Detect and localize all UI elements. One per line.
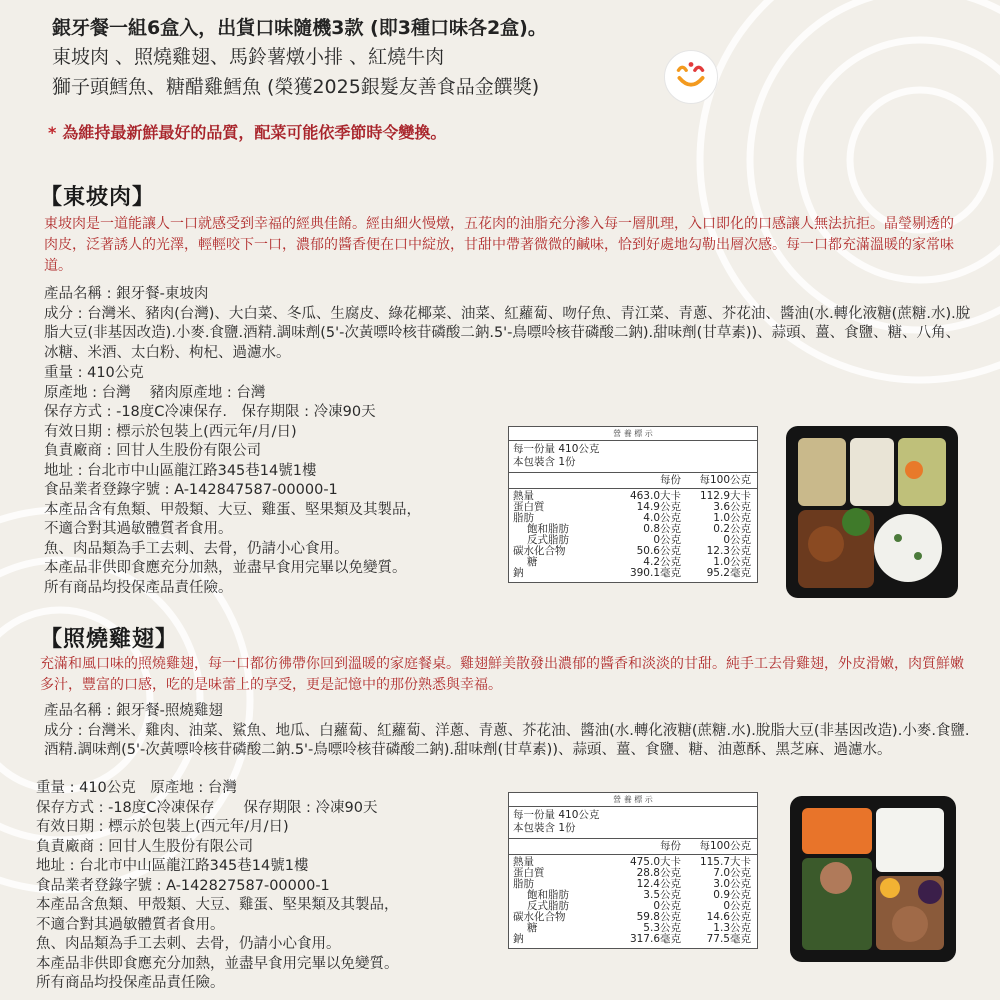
intro-block <box>52 14 692 102</box>
nutrient-per-serving: 475.0大卡 <box>629 856 681 868</box>
info-line: 食品業者登錄字號 : A-142847587-00000-1 <box>44 482 338 498</box>
info-line: 地址 : 台北市中山區龍江路345巷14號1樓 <box>44 462 317 479</box>
product-info-dongpo <box>44 285 974 363</box>
col-per-100g: 每100公克 <box>699 840 751 852</box>
nutrient-per-serving: 0公克 <box>653 900 681 912</box>
info-line: 產品名稱 : 銀牙餐-照燒雞翅 <box>44 703 223 719</box>
nutrient-name: 碳水化合物 <box>513 911 566 923</box>
notice-asterisk: * <box>48 123 57 142</box>
intro-flavors-line: 東坡肉 、照燒雞翅、馬鈴薯燉小排 、紅燒牛肉 <box>52 46 445 68</box>
nutrition-servings: 本包裝含 1份 <box>509 821 757 839</box>
info-line: 產品名稱 : 銀牙餐-東坡肉 <box>44 286 209 302</box>
smiley-logo-icon <box>664 50 718 104</box>
bento-photo-dongpo <box>786 426 958 598</box>
nutrient-per-100g: 1.3公克 <box>713 922 751 934</box>
nutrient-per-100g: 3.0公克 <box>713 878 751 890</box>
nutrient-per-100g: 1.0公克 <box>713 556 751 568</box>
col-per-serving: 每份 <box>660 474 681 486</box>
info-line: 本產品非供即食應充分加熱，並盡早食用完畢以免變質。 <box>44 560 407 576</box>
nutrient-per-serving: 4.2公克 <box>643 556 681 568</box>
nutrition-serving: 每一份量 410公克 <box>513 809 600 821</box>
nutrition-table-dongpo <box>508 426 758 583</box>
nutrient-per-100g: 115.7大卡 <box>699 856 751 868</box>
nutrient-per-serving: 50.6公克 <box>636 545 681 557</box>
info-line: 有效日期 : 標示於包裝上(西元年/月/日) <box>44 423 297 440</box>
info-line: 魚、肉品類為手工去刺、去骨，仍請小心食用。 <box>36 936 341 952</box>
nutrient-name: 反式脂肪 <box>527 534 569 546</box>
info-line: 本產品含有魚類、甲殼類、大豆、雞蛋、堅果類及其製品， <box>44 501 421 518</box>
nutrition-column-headers <box>509 473 757 489</box>
nutrient-per-100g: 95.2毫克 <box>706 567 751 579</box>
info-line: 魚、肉品類為手工去刺、去骨，仍請小心食用。 <box>44 540 349 557</box>
info-line: 原產地 : 台灣 豬肉原產地 : 台灣 <box>44 384 266 401</box>
info-line: 重量 : 410公克 原產地 : 台灣 <box>36 780 237 796</box>
product-info-dongpo-details <box>44 364 494 598</box>
intro-headline: 銀牙餐一組6盒入，出貨口味隨機3款 (即3種口味各2盒)。 <box>52 17 547 39</box>
info-line: 所有商品均投保產品責任險。 <box>36 975 225 991</box>
section-desc-dongpo: 東坡肉是一道能讓人一口就感受到幸福的經典佳餚。經由細火慢燉，五花肉的油脂充分滲入每一層肌理，入口即化的口感讓人無法抗拒。晶瑩剔透的肉皮，泛著誘人的光澤，輕輕咬下一口，濃郁的醬香便在口中綻放，甘甜中帶著微微的鹹味，恰到好處地勾勒出層次感。每一口都充滿溫暖的家常味道。 <box>44 216 954 274</box>
info-ingredients: 成分 : 台灣米、豬肉(台灣)、大白菜、冬瓜、生腐皮、綠花椰菜、油菜、紅蘿蔔、吻仔魚、青江菜、青蔥、芥花油、醬油(水.轉化液糖(蔗糖.水).脫脂大豆(非基因改造).小麥.食鹽.酒精.調味劑(5'-次黃嘌呤核苷磷酸二鈉.5'-鳥嘌呤核苷磷酸二鈉).甜味劑(甘草素))、蒜頭、薑、食鹽、糖、八角、冰糖、米酒、太白粉、枸杞、過濾水。 <box>44 305 971 361</box>
nutrient-name: 糖 <box>527 922 538 934</box>
nutrition-row <box>509 568 757 579</box>
nutrient-per-serving: 317.6毫克 <box>629 933 681 945</box>
nutrient-name: 脂肪 <box>513 878 534 890</box>
nutrient-name: 反式脂肪 <box>527 900 569 912</box>
product-info-teriyaki <box>44 702 974 761</box>
nutrient-per-serving: 5.3公克 <box>643 922 681 934</box>
col-per-serving: 每份 <box>660 840 681 852</box>
info-line: 食品業者登錄字號 : A-142827587-00000-1 <box>36 877 330 894</box>
info-line: 所有商品均投保產品責任險。 <box>44 579 233 596</box>
nutrient-per-100g: 3.6公克 <box>713 501 751 513</box>
nutrient-per-100g: 1.0公克 <box>713 512 751 524</box>
nutrient-name: 熱量 <box>513 856 534 868</box>
nutrient-name: 碳水化合物 <box>513 545 566 557</box>
info-line: 本產品非供即食應充分加熱，並盡早食用完畢以免變質。 <box>36 955 399 972</box>
section-title-teriyaki: 【照燒雞翅】 <box>40 627 179 652</box>
nutrient-per-100g: 0.9公克 <box>713 889 751 901</box>
nutrition-header: 營 養 標 示 <box>509 427 757 441</box>
section-desc-teriyaki: 充滿和風口味的照燒雞翅，每一口都彷彿帶你回到溫暖的家庭餐桌。雞翅鮮美散發出濃郁的醬香和淡淡的甘甜。純手工去骨雞翅，外皮滑嫩，肉質鮮嫩多汁，豐富的口感，吃的是味蕾上的享受，更是記憶中的那份熟悉與幸福。 <box>40 656 964 693</box>
nutrient-name: 鈉 <box>513 933 524 945</box>
nutrient-per-100g: 112.9大卡 <box>699 490 751 502</box>
nutrition-header: 營 養 標 示 <box>509 793 757 807</box>
bento-photo-teriyaki <box>790 796 956 962</box>
product-info-teriyaki-details <box>36 779 496 994</box>
nutrient-name: 蛋白質 <box>513 501 545 513</box>
info-line: 負責廠商 : 回甘人生股份有限公司 <box>44 443 262 459</box>
nutrient-per-serving: 390.1毫克 <box>629 567 681 579</box>
nutrient-per-100g: 12.3公克 <box>706 545 751 557</box>
nutrition-servings: 本包裝含 1份 <box>509 455 757 473</box>
intro-flavors-award-line: 獅子頭鱈魚、糖醋雞鱈魚 (榮獲2025銀髮友善食品金饌獎) <box>52 76 540 98</box>
info-line: 不適合對其過敏體質者食用。 <box>36 916 225 933</box>
nutrient-name: 飽和脂肪 <box>527 523 569 535</box>
info-line: 地址 : 台北市中山區龍江路345巷14號1樓 <box>36 858 309 874</box>
section-title-dongpo: 【東坡肉】 <box>40 185 156 210</box>
nutrient-per-serving: 0公克 <box>653 534 681 546</box>
nutrient-per-100g: 77.5毫克 <box>706 933 751 945</box>
info-line: 負責廠商 : 回甘人生股份有限公司 <box>36 838 254 855</box>
nutrient-per-serving: 0.8公克 <box>643 523 681 535</box>
nutrient-per-serving: 4.0公克 <box>643 512 681 524</box>
nutrient-per-serving: 59.8公克 <box>636 911 681 923</box>
nutrient-name: 鈉 <box>513 567 524 579</box>
info-line: 保存方式 : -18度C冷凍保存. 保存期限 : 冷凍90天 <box>44 404 376 420</box>
nutrient-name: 熱量 <box>513 490 534 502</box>
nutrient-per-100g: 14.6公克 <box>706 911 751 923</box>
nutrient-per-serving: 14.9公克 <box>636 501 681 513</box>
nutrient-per-serving: 463.0大卡 <box>629 490 681 502</box>
nutrient-per-100g: 0.2公克 <box>713 523 751 535</box>
info-line: 重量 : 410公克 <box>44 365 144 381</box>
col-per-100g: 每100公克 <box>699 474 751 486</box>
info-line: 本產品含魚類、甲殼類、大豆、雞蛋、堅果類及其製品， <box>36 897 399 913</box>
nutrition-table-teriyaki <box>508 792 758 949</box>
nutrition-rows <box>509 855 757 948</box>
nutrition-row <box>509 934 757 945</box>
nutrient-name: 飽和脂肪 <box>527 889 569 901</box>
nutrient-per-serving: 28.8公克 <box>636 867 681 879</box>
nutrition-serving: 每一份量 410公克 <box>513 443 600 455</box>
freshness-notice <box>48 120 446 143</box>
nutrient-per-serving: 12.4公克 <box>636 878 681 890</box>
nutrient-name: 糖 <box>527 556 538 568</box>
notice-text: 為維持最新鮮最好的品質，配菜可能依季節時令變換。 <box>62 123 447 142</box>
nutrient-per-100g: 0公克 <box>723 900 751 912</box>
nutrient-per-serving: 3.5公克 <box>643 889 681 901</box>
nutrition-rows <box>509 489 757 582</box>
info-line: 有效日期 : 標示於包裝上(西元年/月/日) <box>36 819 289 835</box>
nutrient-name: 脂肪 <box>513 512 534 524</box>
nutrient-name: 蛋白質 <box>513 867 545 879</box>
info-line: 保存方式 : -18度C冷凍保存 保存期限 : 冷凍90天 <box>36 799 378 816</box>
info-line: 不適合對其過敏體質者食用。 <box>44 521 233 537</box>
nutrition-column-headers <box>509 839 757 855</box>
nutrient-per-100g: 7.0公克 <box>713 867 751 879</box>
info-ingredients: 成分 : 台灣米、雞肉、油菜、鯊魚、地瓜、白蘿蔔、紅蘿蔔、洋蔥、青蔥、芥花油、醬油(水.轉化液糖(蔗糖.水).脫脂大豆(非基因改造).小麥.食鹽.酒精.調味劑(5'-次黃嘌呤核苷磷酸二鈉.5'-鳥嘌呤核苷磷酸二鈉).甜味劑(甘草素))、蒜頭、薑、食鹽、糖、油蔥酥、黑芝麻、過濾水。 <box>44 722 970 758</box>
nutrient-per-100g: 0公克 <box>723 534 751 546</box>
